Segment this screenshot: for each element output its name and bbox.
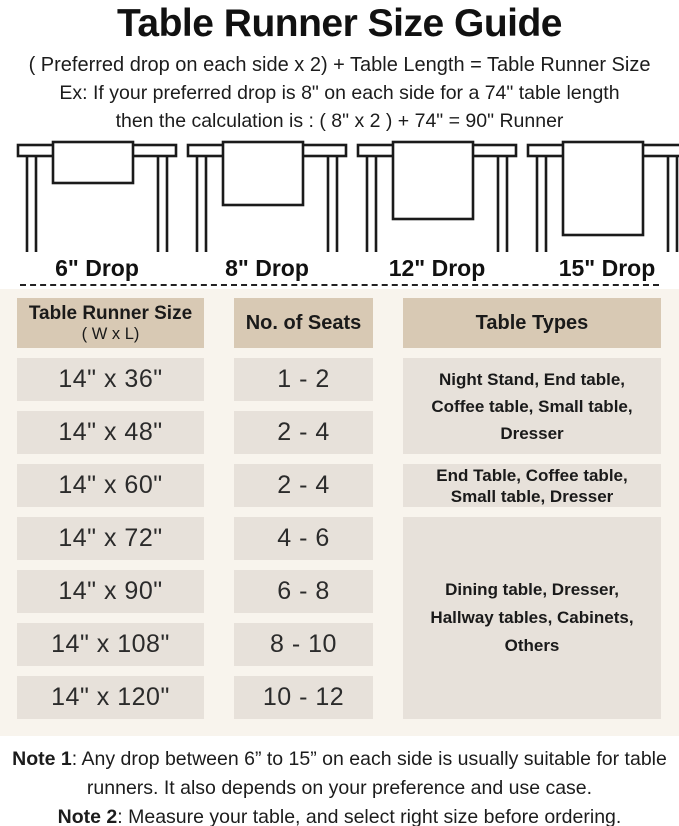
size-value: 14" x 60": [17, 464, 204, 507]
table-runner-figure-12: [352, 140, 522, 282]
seats-value: 2 - 4: [234, 411, 373, 454]
page-title: Table Runner Size Guide: [116, 2, 563, 45]
seats-value: 2 - 4: [234, 464, 373, 507]
size-value: 14" x 48": [17, 411, 204, 454]
table-types-small: Night Stand, End table, Coffee table, Small table, Dresser: [403, 358, 661, 454]
header-seats: No. of Seats: [234, 298, 373, 348]
header-runner-size: [17, 298, 204, 348]
table-runner-figure-8: [182, 140, 352, 282]
note-2-label: Note 2: [57, 806, 118, 826]
seats-value: 8 - 10: [234, 623, 373, 666]
note-2: [4, 803, 675, 826]
dashed-divider: [20, 284, 659, 286]
table-runner-figure-15: [522, 140, 679, 282]
seats-value: 1 - 2: [234, 358, 373, 401]
drop-illustrations: [0, 140, 679, 282]
drop-label: 15" Drop: [558, 255, 656, 281]
table-types-medium: End Table, Coffee table, Small table, Dresser: [403, 464, 661, 507]
header-runner-size-sub: ( W x L): [81, 324, 140, 343]
size-value: 14" x 72": [17, 517, 204, 560]
note-2-text: : Measure your table, and select right size before ordering.: [117, 806, 622, 826]
table-types-large: Dining table, Dresser, Hallway tables, Cabinets, Others: [403, 517, 661, 719]
size-value: 14" x 120": [17, 676, 204, 719]
header-table-types: Table Types: [403, 298, 661, 348]
formula-line: ( Preferred drop on each side x 2) + Table Length = Table Runner Size: [28, 54, 651, 76]
size-value: 14" x 36": [17, 358, 204, 401]
seats-value: 10 - 12: [234, 676, 373, 719]
table-drawing-12-drop: [352, 140, 522, 252]
notes: [0, 745, 679, 826]
table-drawing-8-drop: [182, 140, 352, 252]
drop-label: 6" Drop: [55, 255, 139, 281]
seats-value: 6 - 8: [234, 570, 373, 613]
example-line-2: then the calculation is : ( 8" x 2 ) + 74" = 90" Runner: [115, 110, 564, 132]
table-runner-figure-6: [12, 140, 182, 282]
drop-label: 8" Drop: [225, 255, 309, 281]
example-line-1: Ex: If your preferred drop is 8" on each side for a 74" table length: [59, 82, 620, 104]
size-guide-table: [0, 289, 679, 736]
note-1-text: : Any drop between 6” to 15” on each side is usually suitable for table runners. It also depends on your preference and use case.: [71, 748, 667, 799]
header-runner-size-label: Table Runner Size: [28, 302, 193, 324]
size-value: 14" x 108": [17, 623, 204, 666]
note-1-label: Note 1: [12, 748, 72, 770]
seats-value: 4 - 6: [234, 517, 373, 560]
note-1: [4, 745, 675, 803]
table-drawing-6-drop: [12, 140, 182, 252]
drop-label: 12" Drop: [388, 255, 486, 281]
table-drawing-15-drop: [522, 140, 679, 252]
size-value: 14" x 90": [17, 570, 204, 613]
